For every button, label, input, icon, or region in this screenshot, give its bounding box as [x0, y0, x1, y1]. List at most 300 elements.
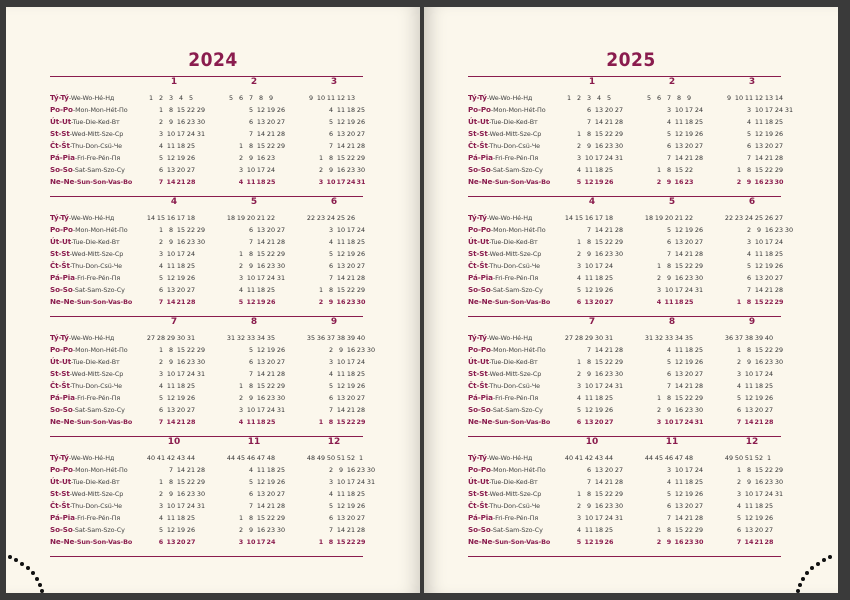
weekday-label-langs: -Sun-Son-Vas-Во — [74, 178, 133, 186]
day-cell: 1 — [318, 538, 324, 546]
day-row — [566, 380, 624, 392]
week-number: 31 — [226, 334, 236, 342]
day-row — [646, 140, 704, 152]
section-rule — [50, 556, 363, 557]
day-cell: 5 — [666, 490, 672, 498]
weekday-label — [50, 272, 132, 284]
day-cell: 21 — [604, 226, 614, 234]
day-cell: 28 — [764, 538, 774, 546]
day-cell: 5 — [158, 274, 164, 282]
day-cell: 24 — [186, 502, 196, 510]
weekday-label — [468, 488, 550, 500]
day-cell: 14 — [176, 466, 186, 474]
week-number: 24 — [744, 214, 754, 222]
day-cell: 17 — [594, 382, 604, 390]
day-row — [566, 500, 624, 512]
day-row — [646, 128, 704, 140]
week-number: 27 — [774, 214, 784, 222]
week-number: 51 — [744, 454, 754, 462]
weekday-label-short: Čt-Št — [468, 261, 488, 270]
day-cell: 25 — [604, 394, 614, 402]
day-cell: 17 — [346, 358, 356, 366]
day-cell: 4 — [158, 382, 164, 390]
day-cell: 25 — [694, 118, 704, 126]
day-cell: 23 — [764, 478, 774, 486]
day-row — [566, 488, 624, 500]
day-row — [228, 488, 286, 500]
day-cell: 24 — [684, 286, 694, 294]
day-cell: 20 — [266, 358, 276, 366]
day-row — [566, 464, 624, 476]
day-cell: 17 — [176, 370, 186, 378]
day-cell: 18 — [594, 166, 604, 174]
day-cell: 7 — [328, 142, 334, 150]
day-row — [228, 248, 286, 260]
day-row — [308, 104, 366, 116]
day-row — [726, 392, 784, 404]
day-cell: 19 — [256, 298, 266, 306]
day-cell: 29 — [196, 226, 206, 234]
weekday-label-short: So-So — [50, 525, 73, 534]
day-cell: 5 — [576, 178, 582, 186]
day-cell: 17 — [176, 250, 186, 258]
day-row — [308, 464, 376, 476]
weekday-label-langs: -We-Wo-Hé-Нд — [486, 454, 533, 462]
day-cell: 10 — [246, 166, 256, 174]
week-number: 4 — [596, 94, 602, 102]
day-cell: 20 — [176, 538, 186, 546]
week-number-row — [308, 332, 366, 344]
day-cell: 17 — [336, 178, 346, 186]
day-row — [308, 500, 366, 512]
week-number: 47 — [674, 454, 684, 462]
day-cell: 23 — [346, 166, 356, 174]
month-number: 12 — [327, 437, 341, 447]
week-number: 6 — [238, 94, 244, 102]
day-cell: 12 — [256, 106, 266, 114]
day-row — [646, 476, 704, 488]
weekday-label-short: Pá-Pia — [50, 513, 75, 522]
day-row — [726, 368, 784, 380]
day-cell: 1 — [656, 262, 662, 270]
day-row — [228, 272, 286, 284]
day-cell: 10 — [584, 514, 594, 522]
month-grid — [646, 332, 704, 428]
day-cell: 7 — [746, 286, 752, 294]
day-cell: 28 — [276, 238, 286, 246]
day-cell: 8 — [666, 526, 672, 534]
weekday-label-short: Pá-Pia — [50, 153, 75, 162]
day-cell: 27 — [604, 298, 614, 306]
day-cell: 18 — [176, 262, 186, 270]
day-row — [148, 296, 206, 308]
day-cell: 10 — [326, 178, 336, 186]
day-cell: 30 — [196, 238, 206, 246]
day-cell: 21 — [176, 178, 186, 186]
day-cell: 2 — [656, 274, 662, 282]
weekday-label-langs: -Sun-Son-Vas-Во — [74, 298, 133, 306]
week-number: 38 — [336, 334, 346, 342]
day-cell: 11 — [166, 382, 176, 390]
day-cell: 18 — [256, 286, 266, 294]
weekday-label — [50, 152, 132, 164]
weekday-label — [468, 176, 550, 188]
weekday-label-short: Tý-Tý — [468, 333, 487, 342]
day-cell: 12 — [674, 226, 684, 234]
day-cell: 4 — [666, 118, 672, 126]
weekday-label-langs: -Wed-Mitt-Sze-Ср — [69, 130, 124, 138]
weekday-label — [468, 248, 550, 260]
week-number: 2 — [576, 94, 582, 102]
day-row — [566, 356, 624, 368]
weekday-label-short: Tý-Tý — [50, 453, 69, 462]
day-row — [646, 260, 704, 272]
day-cell: 18 — [346, 106, 356, 114]
day-cell: 10 — [584, 154, 594, 162]
day-row — [566, 404, 624, 416]
day-cell: 11 — [246, 178, 256, 186]
day-cell: 26 — [604, 178, 614, 186]
day-cell: 20 — [266, 226, 276, 234]
week-number: 11 — [326, 94, 336, 102]
day-cell: 16 — [336, 166, 346, 174]
day-row — [726, 236, 784, 248]
day-cell: 3 — [576, 382, 582, 390]
day-row — [646, 488, 704, 500]
day-cell: 2 — [576, 502, 582, 510]
day-cell: 5 — [328, 118, 334, 126]
weekday-label — [468, 536, 550, 548]
day-cell: 14 — [594, 118, 604, 126]
day-cell: 14 — [744, 538, 754, 546]
day-cell: 21 — [764, 286, 774, 294]
day-cell: 29 — [276, 514, 286, 522]
month-grid — [566, 212, 624, 308]
week-number: 24 — [326, 214, 336, 222]
month-grid — [308, 92, 366, 188]
weekday-label-langs: -Sat-Sam-Szo-Су — [490, 406, 543, 414]
weekday-label-langs: -Sat-Sam-Szo-Су — [72, 526, 125, 534]
day-cell: 10 — [664, 418, 674, 426]
day-cell: 29 — [694, 262, 704, 270]
weekday-label-short: Tý-Tý — [50, 333, 69, 342]
day-row — [228, 392, 286, 404]
week-number: 40 — [356, 334, 366, 342]
day-cell: 20 — [684, 370, 694, 378]
weekday-label-langs: -Mon-Mon-Hét-По — [490, 106, 546, 114]
day-cell: 2 — [238, 154, 244, 162]
day-cell: 19 — [266, 106, 276, 114]
weekday-label-langs: -Wed-Mitt-Sze-Ср — [69, 370, 124, 378]
binder-hole — [816, 562, 820, 566]
day-cell: 23 — [346, 298, 356, 306]
day-cell: 20 — [684, 238, 694, 246]
day-cell: 17 — [594, 514, 604, 522]
weekday-label-langs: -Thu-Don-Csü-Че — [487, 142, 540, 150]
day-row — [566, 344, 624, 356]
weekday-label-short: So-So — [468, 165, 491, 174]
weekday-label — [468, 140, 550, 152]
day-cell: 23 — [604, 370, 614, 378]
day-cell: 30 — [196, 490, 206, 498]
day-cell: 14 — [256, 238, 266, 246]
day-cell: 26 — [356, 118, 366, 126]
weekday-label-langs: -Sat-Sam-Szo-Су — [72, 286, 125, 294]
day-cell: 5 — [666, 358, 672, 366]
day-row — [566, 536, 624, 548]
weekday-label-short: Ne-Ne — [50, 297, 75, 306]
binder-hole — [14, 558, 18, 562]
weekday-label-short: St-St — [468, 489, 488, 498]
day-cell: 24 — [604, 514, 614, 522]
day-row — [646, 272, 704, 284]
day-cell: 4 — [158, 142, 164, 150]
week-number-row — [308, 92, 366, 104]
day-row — [566, 224, 624, 236]
day-cell: 2 — [656, 406, 662, 414]
weekday-label-short: Po-Po — [50, 225, 73, 234]
week-number: 1 — [766, 454, 772, 462]
day-cell: 4 — [576, 394, 582, 402]
day-cell: 19 — [754, 394, 764, 402]
day-cell: 13 — [754, 274, 764, 282]
week-number: 18 — [226, 214, 236, 222]
day-cell: 7 — [158, 418, 164, 426]
day-cell: 13 — [336, 262, 346, 270]
day-row — [726, 344, 784, 356]
week-number: 5 — [606, 94, 612, 102]
day-row — [228, 116, 286, 128]
day-cell: 23 — [356, 346, 366, 354]
month-grid — [148, 212, 206, 308]
day-cell: 6 — [248, 490, 254, 498]
weekday-label — [50, 404, 132, 416]
day-cell: 2 — [328, 346, 334, 354]
day-cell: 6 — [666, 502, 672, 510]
day-cell: 27 — [694, 370, 704, 378]
weekday-label — [50, 176, 132, 188]
day-cell: 8 — [168, 478, 174, 486]
weekday-label — [50, 488, 132, 500]
day-cell: 8 — [328, 418, 334, 426]
weekday-label-short: Pá-Pia — [468, 513, 493, 522]
day-cell: 17 — [594, 154, 604, 162]
day-cell: 23 — [186, 118, 196, 126]
day-cell: 20 — [684, 142, 694, 150]
day-cell: 13 — [674, 238, 684, 246]
week-number: 36 — [724, 334, 734, 342]
day-cell: 7 — [158, 298, 164, 306]
weekday-label-langs: -We-Wo-Hé-Нд — [68, 214, 115, 222]
day-cell: 15 — [336, 538, 346, 546]
day-cell: 10 — [166, 370, 176, 378]
day-cell: 11 — [336, 238, 346, 246]
day-row — [228, 536, 286, 548]
day-cell: 2 — [238, 526, 244, 534]
day-cell: 19 — [266, 478, 276, 486]
weekday-label — [50, 224, 132, 236]
day-cell: 15 — [674, 394, 684, 402]
week-number: 22 — [684, 214, 694, 222]
day-cell: 9 — [586, 142, 592, 150]
day-cell: 12 — [744, 394, 754, 402]
weekday-label — [50, 452, 132, 464]
day-cell: 10 — [754, 238, 764, 246]
day-cell: 26 — [186, 154, 196, 162]
day-cell: 27 — [186, 406, 196, 414]
day-cell: 17 — [674, 418, 684, 426]
weekday-label-langs: -Fri-Fre-Pén-Пя — [492, 514, 539, 522]
day-cell: 2 — [158, 358, 164, 366]
day-cell: 23 — [764, 358, 774, 366]
day-cell: 3 — [158, 130, 164, 138]
day-cell: 20 — [764, 142, 774, 150]
day-cell: 21 — [346, 406, 356, 414]
day-cell: 23 — [266, 154, 276, 162]
day-cell: 1 — [656, 394, 662, 402]
day-cell: 18 — [594, 394, 604, 402]
day-cell: 29 — [774, 166, 784, 174]
weekday-label-langs: -Sat-Sam-Szo-Су — [490, 526, 543, 534]
week-number: 42 — [166, 454, 176, 462]
day-cell: 3 — [238, 406, 244, 414]
day-cell: 11 — [584, 394, 594, 402]
week-number: 35 — [684, 334, 694, 342]
week-number: 26 — [764, 214, 774, 222]
day-cell: 13 — [166, 538, 176, 546]
day-cell: 11 — [584, 166, 594, 174]
month-grid — [306, 332, 376, 428]
week-number: 1 — [566, 94, 572, 102]
day-cell: 15 — [754, 466, 764, 474]
weekday-label-short: Pá-Pia — [50, 273, 75, 282]
day-cell: 15 — [594, 358, 604, 366]
month-grid — [228, 332, 286, 428]
month-number: 3 — [330, 77, 338, 87]
weekday-label-short: Ne-Ne — [468, 417, 493, 426]
day-cell: 12 — [584, 538, 594, 546]
year-title: 2025 — [606, 49, 656, 71]
day-cell: 24 — [774, 238, 784, 246]
week-number: 23 — [316, 214, 326, 222]
weekday-label — [468, 116, 550, 128]
day-cell: 3 — [576, 262, 582, 270]
day-cell: 25 — [186, 142, 196, 150]
week-number: 40 — [764, 334, 774, 342]
weekday-label — [468, 296, 550, 308]
day-cell: 27 — [764, 406, 774, 414]
day-cell: 31 — [196, 502, 206, 510]
day-cell: 21 — [764, 154, 774, 162]
weekday-label-short: Pá-Pia — [468, 153, 493, 162]
day-cell: 30 — [276, 526, 286, 534]
day-row — [308, 164, 366, 176]
weekday-label — [50, 212, 132, 224]
day-cell: 15 — [674, 262, 684, 270]
day-cell: 16 — [674, 406, 684, 414]
weekday-label-langs: -Sun-Son-Vas-Во — [492, 298, 551, 306]
day-cell: 29 — [356, 418, 366, 426]
day-cell: 25 — [356, 370, 366, 378]
day-cell: 12 — [744, 514, 754, 522]
day-cell: 18 — [684, 118, 694, 126]
day-cell: 29 — [356, 538, 366, 546]
day-cell: 10 — [246, 406, 256, 414]
weekday-label-langs: -Tue-Die-Ked-Вт — [71, 358, 120, 366]
day-row — [646, 284, 704, 296]
day-cell: 11 — [744, 502, 754, 510]
week-number: 36 — [316, 334, 326, 342]
day-cell: 24 — [764, 370, 774, 378]
day-cell: 28 — [356, 526, 366, 534]
day-cell: 18 — [594, 526, 604, 534]
day-cell: 12 — [336, 382, 346, 390]
weekday-label — [468, 392, 550, 404]
day-cell: 19 — [754, 514, 764, 522]
week-number-row — [228, 212, 286, 224]
day-cell: 22 — [346, 418, 356, 426]
day-cell: 20 — [594, 298, 604, 306]
day-cell: 19 — [594, 538, 604, 546]
day-cell: 14 — [256, 370, 266, 378]
day-row — [148, 236, 206, 248]
day-cell: 4 — [576, 274, 582, 282]
month-grid — [646, 92, 704, 188]
week-number: 31 — [644, 334, 654, 342]
weekday-label-langs: -We-Wo-Hé-Нд — [486, 214, 533, 222]
weekday-label-short: Čt-Št — [468, 141, 488, 150]
weekday-label — [468, 380, 550, 392]
week-number: 35 — [266, 334, 276, 342]
day-cell: 20 — [604, 466, 614, 474]
day-row — [308, 248, 366, 260]
day-cell: 3 — [158, 370, 164, 378]
day-cell: 30 — [366, 346, 376, 354]
weekday-label-langs: -Thu-Don-Csü-Че — [69, 382, 122, 390]
month-grid — [724, 212, 794, 308]
binder-hole — [26, 566, 30, 570]
week-number: 50 — [734, 454, 744, 462]
day-cell: 1 — [318, 286, 324, 294]
weekday-label — [468, 212, 550, 224]
day-cell: 26 — [774, 130, 784, 138]
day-cell: 8 — [586, 238, 592, 246]
weekday-label-langs: -Mon-Mon-Hét-По — [490, 346, 546, 354]
day-row — [148, 344, 206, 356]
day-row — [148, 368, 206, 380]
day-cell: 16 — [176, 118, 186, 126]
day-cell: 31 — [614, 154, 624, 162]
day-cell: 17 — [684, 466, 694, 474]
day-cell: 29 — [356, 286, 366, 294]
day-cell: 13 — [336, 130, 346, 138]
day-cell: 8 — [328, 286, 334, 294]
day-row — [566, 128, 624, 140]
day-cell: 30 — [276, 394, 286, 402]
day-cell: 6 — [586, 106, 592, 114]
day-row — [148, 248, 206, 260]
day-cell: 27 — [186, 286, 196, 294]
day-row — [646, 464, 704, 476]
day-cell: 19 — [684, 358, 694, 366]
day-cell: 15 — [176, 346, 186, 354]
weekday-label-short: Ne-Ne — [468, 297, 493, 306]
day-row — [566, 164, 624, 176]
week-number: 5 — [188, 94, 194, 102]
weekday-label-langs: -Tue-Die-Ked-Вт — [489, 238, 538, 246]
day-row — [148, 404, 206, 416]
week-number: 20 — [246, 214, 256, 222]
